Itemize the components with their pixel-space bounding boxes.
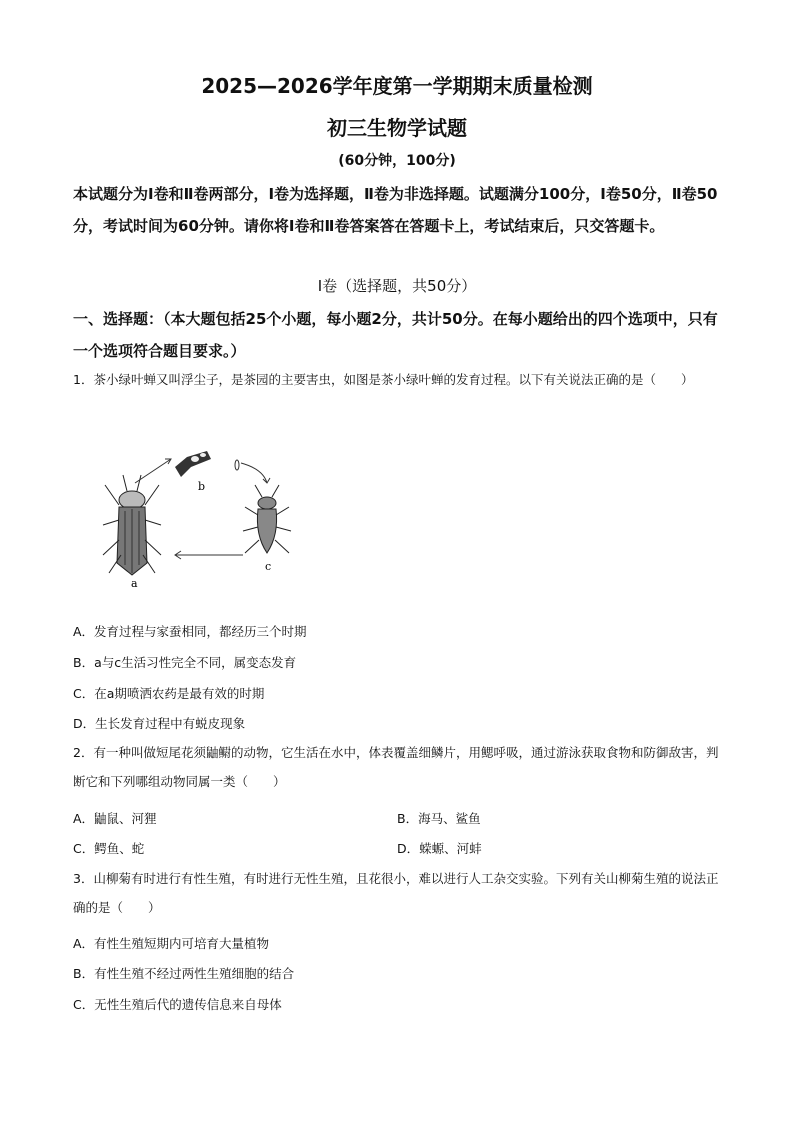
- label-a: a: [131, 577, 138, 590]
- q3-option-a[interactable]: A．有性生殖短期内可培育大量植物: [73, 936, 270, 951]
- q2-option-a[interactable]: A．鼬鼠、河狸: [73, 811, 157, 826]
- q1-option-b[interactable]: B．a与c生活习性完全不同，属变态发育: [73, 655, 297, 670]
- nymph-insect-image: [243, 485, 291, 553]
- leafhopper-lifecycle-figure: [95, 445, 310, 595]
- adult-insect-image: [103, 475, 161, 575]
- part-title: 一、选择题：（本大题包括25个小题，每小题2分，共计50分。在每小题给出的四个选项中，只有一个选项符合题目要求。）: [73, 310, 718, 360]
- exam-title: 2025—2026学年度第一学期期末质量检测: [201, 74, 593, 98]
- q1-option-a[interactable]: A．发育过程与家蚕相同，都经历三个时期: [73, 624, 307, 639]
- section-heading: Ⅰ卷（选择题，共50分）: [317, 277, 477, 295]
- question-3-stem: 3．山柳菊有时进行有性生殖，有时进行无性生殖，且花很小，难以进行人工杂交实验。下列有关山柳菊生殖的说法正确的是（ ）: [73, 871, 719, 915]
- q3-option-b[interactable]: B．有性生殖不经过两性生殖细胞的结合: [73, 966, 295, 981]
- exam-instructions: 本试题分为Ⅰ卷和Ⅱ卷两部分，Ⅰ卷为选择题，Ⅱ卷为非选择题。试题满分100分，Ⅰ卷50分，Ⅱ卷50分，考试时间为60分钟。请你将Ⅰ卷和Ⅱ卷答案答在答题卡上，考试结束后，只交答题卡。: [73, 185, 718, 235]
- question-1-stem: 1．茶小绿叶蝉又叫浮尘子，是茶园的主要害虫，如图是茶小绿叶蝉的发育过程。以下有关说法正确的是（ ）: [73, 372, 694, 387]
- q3-option-c[interactable]: C．无性生殖后代的遗传信息来自母体: [73, 997, 282, 1012]
- exam-subtitle: 初三生物学试题: [327, 116, 467, 140]
- q2-option-b[interactable]: B．海马、鲨鱼: [397, 811, 481, 826]
- question-2-stem: 2．有一种叫做短尾花须鼬鳚的动物，它生活在水中，体表覆盖细鳞片，用鳃呼吸，通过游泳获取食物和防御敌害，判断它和下列哪组动物同属一类（ ）: [73, 745, 719, 789]
- q1-option-d[interactable]: D．生长发育过程中有蜕皮现象: [73, 716, 246, 731]
- egg-on-twig-image: [175, 451, 239, 477]
- lifecycle-arrows: [135, 459, 270, 559]
- label-b: b: [198, 480, 206, 493]
- time-score: (60分钟，100分): [338, 153, 456, 169]
- q1-option-c[interactable]: C．在a期喷洒农药是最有效的时期: [73, 686, 265, 701]
- q2-option-d[interactable]: D．蝾螈、河蚌: [397, 841, 482, 856]
- q2-option-c[interactable]: C．鳄鱼、蛇: [73, 841, 145, 856]
- label-c: c: [265, 560, 272, 573]
